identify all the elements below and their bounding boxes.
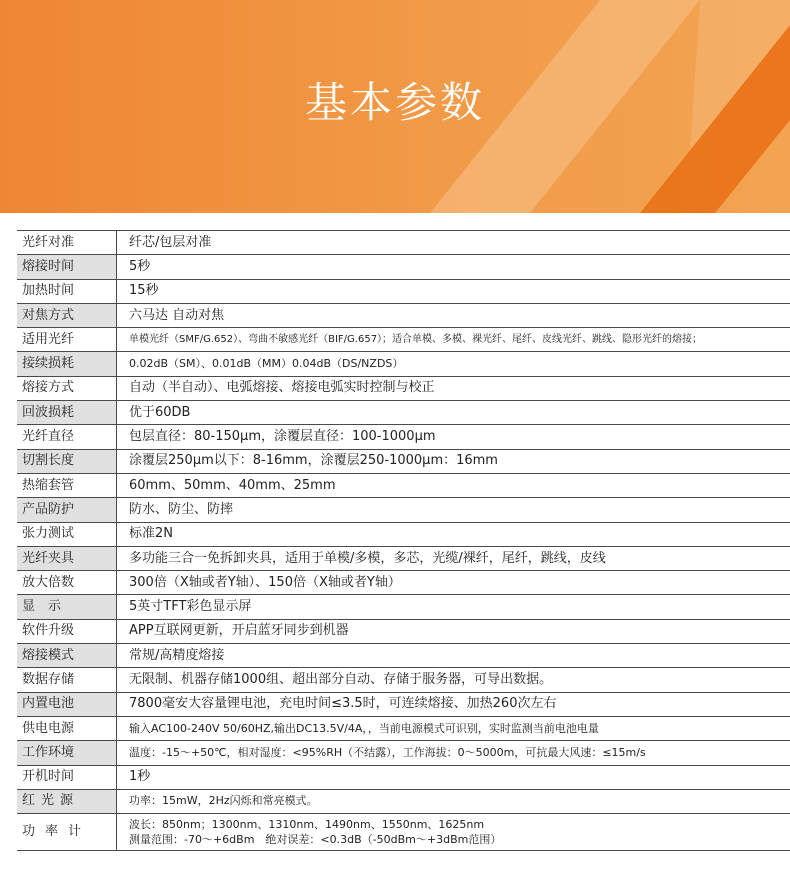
spec-value	[117, 814, 790, 851]
spec-label: 光纤直径	[17, 425, 117, 449]
spec-row	[17, 814, 790, 851]
spec-value: 自动（半自动）、电弧熔接、熔接电弧实时控制与校正	[117, 376, 790, 400]
spec-value: 常规/高精度熔接	[117, 644, 790, 668]
spec-row	[17, 352, 790, 376]
spec-row	[17, 644, 790, 668]
spec-row	[17, 255, 790, 279]
spec-value: 5英寸TFT彩色显示屏	[117, 595, 790, 619]
spec-value: 60mm、50mm、40mm、25mm	[117, 473, 790, 497]
spec-value: 300倍（X轴或者Y轴）、150倍（X轴或者Y轴）	[117, 571, 790, 595]
spec-label: 熔接方式	[17, 376, 117, 400]
spec-value: 涂覆层250μm以下：8-16mm，涂覆层250-1000μm：16mm	[117, 449, 790, 473]
spec-row	[17, 619, 790, 643]
spec-value: 包层直径：80-150μm，涂覆层直径：100-1000μm	[117, 425, 790, 449]
spec-label: 工作环境	[17, 741, 117, 765]
spec-value: 多功能三合一免拆卸夹具，适用于单模/多模，多芯，光缆/裸纤，尾纤，跳线，皮线	[117, 546, 790, 570]
spec-row	[17, 546, 790, 570]
spec-value-line: 波长：850nm；1300nm、1310nm、1490nm、1550nm、1625nm	[129, 818, 485, 832]
spec-label: 软件升级	[17, 619, 117, 643]
spec-table	[17, 230, 790, 851]
spec-row	[17, 789, 790, 813]
spec-row	[17, 376, 790, 400]
spec-label: 光纤夹具	[17, 546, 117, 570]
spec-row	[17, 231, 790, 255]
spec-value: 0.02dB（SM）、0.01dB（MM）0.04dB（DS/NZDS）	[117, 352, 790, 376]
spec-label: 功率计	[17, 814, 117, 851]
spec-value: 1秒	[117, 765, 790, 789]
spec-value: 温度：-15～+50℃，相对湿度：<95%RH（不结露），工作海拔：0～5000m，可抗最大风速：≤15m/s	[117, 741, 790, 765]
spec-row	[17, 716, 790, 740]
spec-label: 接续损耗	[17, 352, 117, 376]
spec-value: 纤芯/包层对准	[117, 231, 790, 255]
spec-value: 防水、防尘、防摔	[117, 498, 790, 522]
spec-label: 熔接模式	[17, 644, 117, 668]
spec-label: 切割长度	[17, 449, 117, 473]
spec-value: 输入AC100-240V 50/60HZ,输出DC13.5V/4A，，当前电源模式可识别，实时监测当前电池电量	[117, 716, 790, 740]
spec-value-line: 测量范围：-70～+6dBm 绝对误差：<0.3dB（-50dBm～+3dBm范围）	[129, 833, 502, 847]
spec-row	[17, 522, 790, 546]
spec-value: 优于60DB	[117, 401, 790, 425]
header-banner	[0, 0, 790, 213]
spec-value: 7800毫安大容量锂电池，充电时间≤3.5时，可连续熔接、加热260次左右	[117, 692, 790, 716]
spec-row	[17, 692, 790, 716]
spec-label: 光纤对准	[17, 231, 117, 255]
spec-value: 5秒	[117, 255, 790, 279]
spec-label: 适用光纤	[17, 328, 117, 352]
spec-label: 产品防护	[17, 498, 117, 522]
spec-row	[17, 765, 790, 789]
spec-row	[17, 595, 790, 619]
spec-value: 标准2N	[117, 522, 790, 546]
spec-row	[17, 498, 790, 522]
spec-row	[17, 303, 790, 327]
spec-row	[17, 279, 790, 303]
spec-label: 开机时间	[17, 765, 117, 789]
spec-value: 功率：15mW，2Hz闪烁和常亮模式。	[117, 789, 790, 813]
spec-label: 内置电池	[17, 692, 117, 716]
spec-row	[17, 425, 790, 449]
spec-row	[17, 449, 790, 473]
spec-label: 加热时间	[17, 279, 117, 303]
spec-label: 张力测试	[17, 522, 117, 546]
spec-value: 无限制、机器存储1000组、超出部分自动、存储于服务器，可导出数据。	[117, 668, 790, 692]
spec-label: 放大倍数	[17, 571, 117, 595]
spec-label: 回波损耗	[17, 401, 117, 425]
spec-label: 数据存储	[17, 668, 117, 692]
spec-row	[17, 328, 790, 352]
spec-label: 对焦方式	[17, 303, 117, 327]
spec-value: 15秒	[117, 279, 790, 303]
spec-value: 单模光纤（SMF/G.652）、弯曲不敏感光纤（BIF/G.657）；适合单模、多模、裸光纤、尾纤、皮线光纤、跳线、隐形光纤的熔接；	[117, 328, 790, 352]
spec-value: APP互联网更新，开启蓝牙同步到机器	[117, 619, 790, 643]
spec-label: 显 示	[17, 595, 117, 619]
page-title: 基本参数	[304, 78, 485, 127]
spec-row	[17, 668, 790, 692]
spec-label: 供电电源	[17, 716, 117, 740]
spec-row	[17, 571, 790, 595]
spec-label: 红光源	[17, 789, 117, 813]
spec-label: 熔接时间	[17, 255, 117, 279]
spec-row	[17, 741, 790, 765]
spec-label: 热缩套管	[17, 473, 117, 497]
spec-row	[17, 473, 790, 497]
spec-value: 六马达 自动对焦	[117, 303, 790, 327]
spec-row	[17, 401, 790, 425]
